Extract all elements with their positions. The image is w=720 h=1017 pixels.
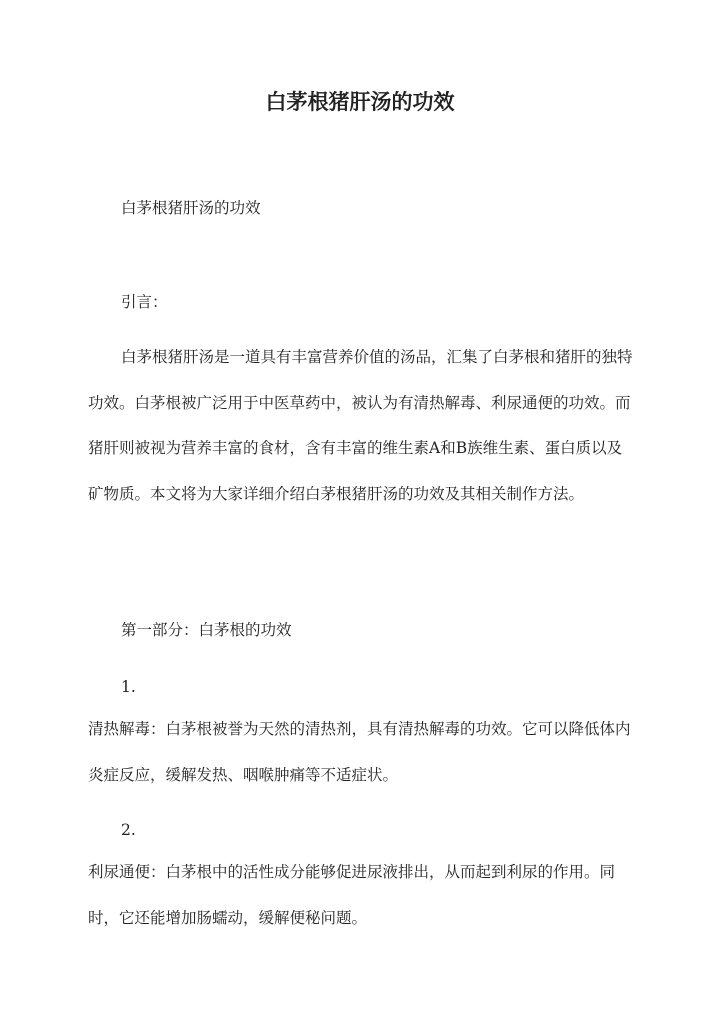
item-1-number: 1. [121,678,136,696]
intro-heading: 引言： [121,293,168,311]
item-2-number: 2. [121,821,136,839]
intro-paragraph: 白茅根猪肝汤是一道具有丰富营养价值的汤品，汇集了白茅根和猪肝的独特功效。白茅根被广泛用于中医草药中，被认为有清热解毒、利尿通便的功效。而猪肝则被视为营养丰富的食材，含有丰富的维生素A和B族维生素、蛋白质以及矿物质。本文将为大家详细介绍白茅根猪肝汤的功效及其相关制作方法。 [88,348,633,503]
item-1-text: 清热解毒：白茅根被誉为天然的清热剂，具有清热解毒的功效。它可以降低体内炎症反应，缓解发热、咽喉肿痛等不适症状。 [88,720,631,784]
document-title: 白茅根猪肝汤的功效 [265,89,455,114]
item-2-text: 利尿通便：白茅根中的活性成分能够促进尿液排出，从而起到利尿的作用。同时，它还能增加肠蠕动，缓解便秘问题。 [88,863,616,927]
subtitle-text: 白茅根猪肝汤的功效 [121,199,261,217]
part1-heading: 第一部分：白茅根的功效 [121,621,292,639]
